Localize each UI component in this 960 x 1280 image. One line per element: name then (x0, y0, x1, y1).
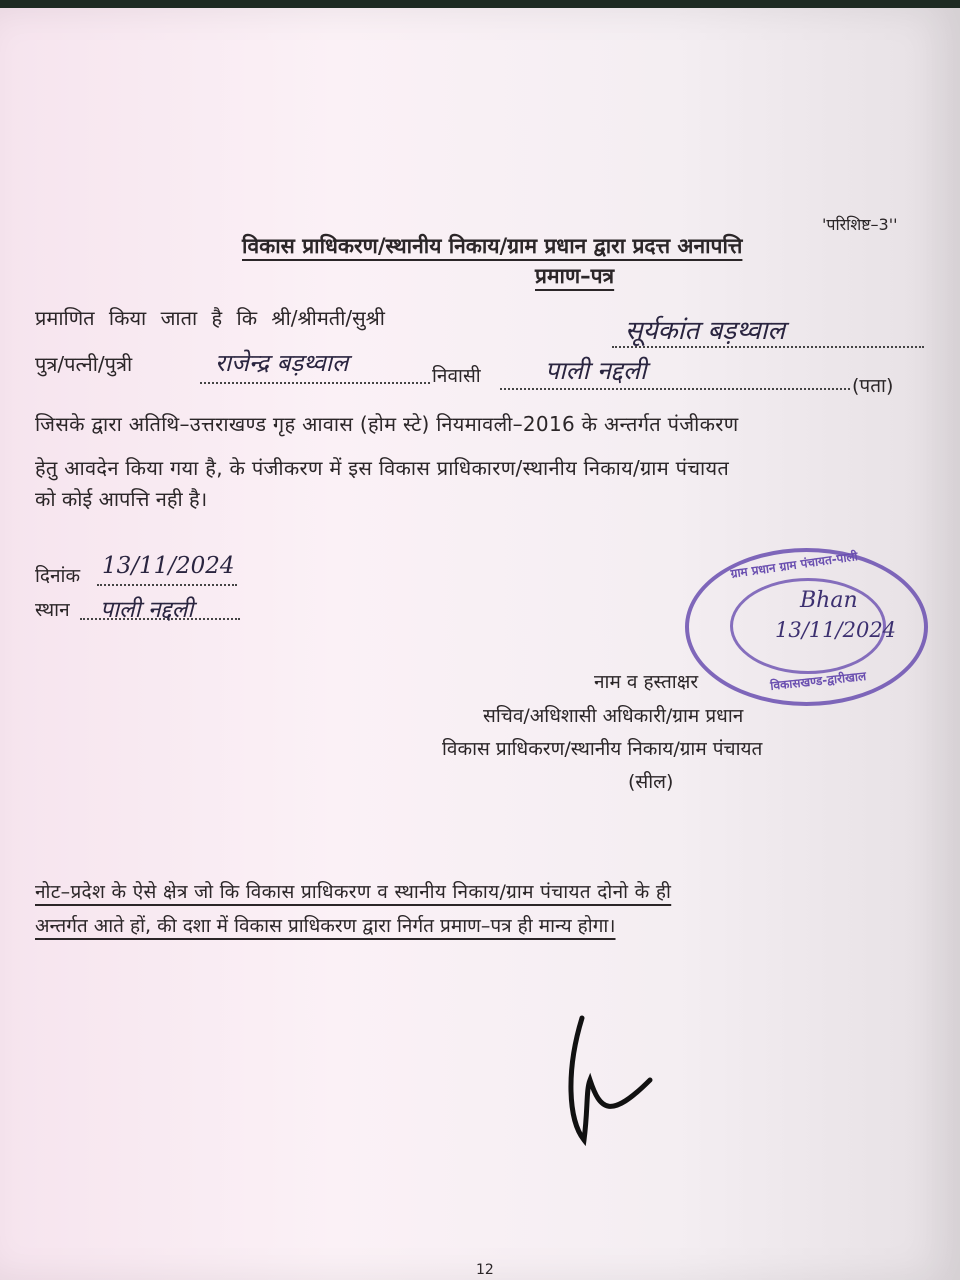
title-line-1: विकास प्राधिकरण/स्थानीय निकाय/ग्राम प्रधान द्वारा प्रदत्त अनापत्ति (242, 234, 743, 258)
address-handwritten: पाली नद्दली (545, 356, 647, 385)
signatory-label-3: विकास प्राधिकरण/स्थानीय निकाय/ग्राम पंचायत (442, 738, 763, 760)
signatory-label-2: सचिव/अधिशासी अधिकारी/ग्राम प्रधान (483, 705, 744, 727)
paragraph-line-3: को कोई आपत्ति नही है। (35, 487, 208, 511)
place-handwritten: पाली नद्दली (100, 597, 194, 623)
title-line-2: प्रमाण–पत्र (535, 264, 615, 288)
certified-label: प्रमाणित किया जाता है कि श्री/श्रीमती/सुश्री (35, 306, 385, 330)
note-line-2: अन्तर्गत आते हों, की दशा में विकास प्राधिकरण द्वारा निर्गत प्रमाण–पत्र ही मान्य होगा। (35, 915, 616, 937)
signature-mark (560, 1010, 670, 1150)
parent-dotted-line (200, 382, 430, 384)
applicant-name-handwritten: सूर्यकांत बड़थ्वाल (625, 316, 786, 346)
paragraph-line-2: हेतु आवदेन किया गया है, के पंजीकरण में इस विकास प्राधिकारण/स्थानीय निकाय/ग्राम पंचायत (35, 456, 730, 480)
appendix-label: 'परिशिष्ट–3'' (822, 215, 898, 234)
seal-date: 13/11/2024 (775, 618, 897, 642)
date-handwritten: 13/11/2024 (102, 553, 235, 579)
signatory-label-1: नाम व हस्ताक्षर (594, 671, 699, 693)
resident-label: निवासी (432, 365, 481, 387)
seal-signature: Bhan (800, 588, 858, 613)
place-label: स्थान (35, 599, 70, 621)
parent-name-handwritten: राजेन्द्र बड़थ्वाल (215, 349, 349, 377)
note-line-1: नोट–प्रदेश के ऐसे क्षेत्र जो कि विकास प्राधिकरण व स्थानीय निकाय/ग्राम पंचायत दोनो के ही (35, 881, 672, 903)
address-label: (पता) (852, 375, 894, 397)
address-dotted-line (500, 388, 850, 390)
paragraph-line-1: जिसके द्वारा अतिथि–उत्तराखण्ड गृह आवास (होम स्टे) नियमावली–2016 के अन्तर्गत पंजीकरण (35, 412, 739, 436)
relation-label: पुत्र/पत्नी/पुत्री (35, 352, 133, 376)
seal-bottom-text: विकासखण्ड-द्वारीखाल (769, 669, 867, 693)
date-dotted-line (97, 584, 237, 586)
date-label: दिनांक (35, 565, 81, 587)
signatory-label-4: (सील) (628, 771, 674, 793)
seal-top-text: ग्राम प्रधान ग्राम पंचायत-पाली (729, 549, 859, 581)
page-number: 12 (476, 1262, 494, 1278)
